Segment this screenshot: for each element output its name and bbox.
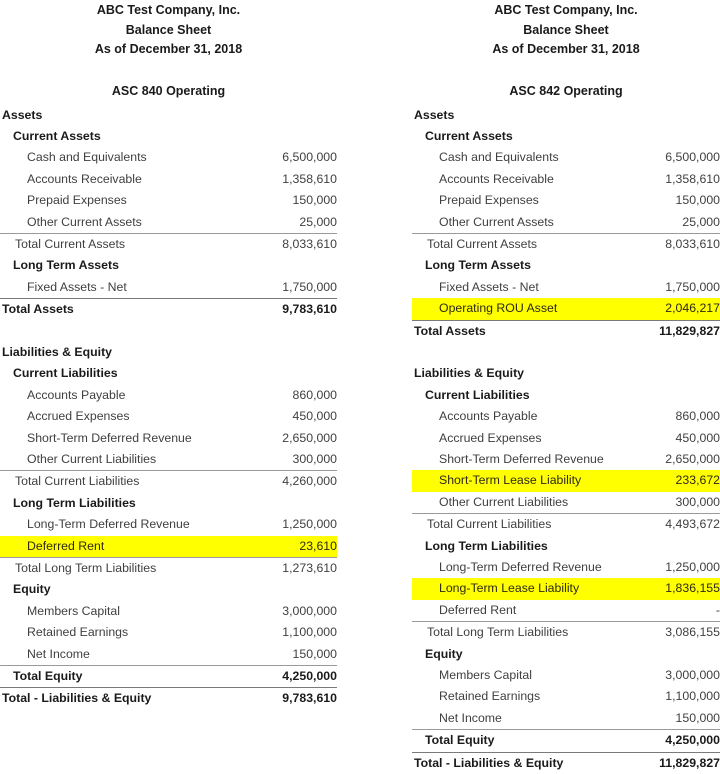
- row-value: 6,500,000: [233, 147, 337, 168]
- row-value: -: [620, 600, 720, 622]
- row-label: Liabilities & Equity: [412, 363, 620, 384]
- row-value: [620, 126, 720, 147]
- accounting-basis-label-right: ASC 842 Operating: [412, 84, 720, 98]
- balance-sheet-row: [412, 470, 720, 491]
- row-value: [233, 255, 337, 276]
- row-value: 3,000,000: [233, 601, 337, 622]
- balance-sheet-row: [412, 492, 720, 514]
- row-value: [620, 385, 720, 406]
- balance-sheet-row: [0, 233, 337, 255]
- balance-sheet-row: [412, 428, 720, 449]
- row-label: Short-Term Deferred Revenue: [0, 428, 233, 449]
- balance-sheet-row: [0, 622, 337, 643]
- row-label: Prepaid Expenses: [412, 190, 620, 211]
- balance-sheet-row: [0, 536, 337, 558]
- balance-sheet-table-right: [412, 105, 720, 774]
- accounting-basis-label-left: ASC 840 Operating: [0, 84, 337, 98]
- row-label: Accrued Expenses: [0, 406, 233, 427]
- balance-sheet-row: [412, 233, 720, 255]
- row-value: 1,358,610: [233, 169, 337, 190]
- section-spacer: [412, 342, 720, 363]
- row-label: Net Income: [412, 708, 620, 730]
- balance-sheet-row: [412, 600, 720, 622]
- row-label: Total - Liabilities & Equity: [0, 688, 233, 710]
- report-as-of-date: As of December 31, 2018: [0, 40, 337, 60]
- balance-sheet-row: [412, 557, 720, 578]
- row-value: 4,493,672: [620, 514, 720, 536]
- row-value: 2,650,000: [620, 449, 720, 470]
- row-value: 1,273,610: [233, 558, 337, 580]
- row-value: 4,250,000: [620, 730, 720, 752]
- row-label: Accounts Receivable: [412, 169, 620, 190]
- balance-sheet-row: [412, 277, 720, 298]
- row-value: 860,000: [233, 385, 337, 406]
- row-label: Current Assets: [412, 126, 620, 147]
- balance-sheet-row: [412, 708, 720, 730]
- row-value: [233, 105, 337, 126]
- balance-sheet-row: [412, 752, 720, 774]
- row-label: Members Capital: [412, 665, 620, 686]
- balance-sheet-row: [412, 644, 720, 665]
- row-value: 1,100,000: [620, 686, 720, 707]
- balance-sheet-row: [0, 688, 337, 710]
- balance-sheet-row: [0, 428, 337, 449]
- row-value: 1,750,000: [620, 277, 720, 298]
- balance-sheet-row: [412, 255, 720, 276]
- row-label: Cash and Equivalents: [0, 147, 233, 168]
- column-gap: [337, 0, 412, 774]
- report-header-right: [412, 0, 720, 60]
- row-value: [233, 493, 337, 514]
- row-label: Cash and Equivalents: [412, 147, 620, 168]
- balance-sheet-row: [412, 126, 720, 147]
- balance-sheet-row: [412, 212, 720, 234]
- row-value: 25,000: [233, 212, 337, 234]
- row-value: 2,650,000: [233, 428, 337, 449]
- row-label: Assets: [412, 105, 620, 126]
- row-value: 300,000: [233, 449, 337, 471]
- report-header-left: [0, 0, 337, 60]
- balance-sheet-row: [412, 622, 720, 644]
- balance-sheet-row: [0, 169, 337, 190]
- balance-sheet-row: [0, 644, 337, 666]
- row-value: 9,783,610: [233, 299, 337, 321]
- row-label: Total Equity: [412, 730, 620, 752]
- balance-sheet-row: [0, 105, 337, 126]
- row-value: [620, 255, 720, 276]
- row-value: 6,500,000: [620, 147, 720, 168]
- balance-sheet-row: [412, 320, 720, 342]
- balance-sheet-row: [412, 385, 720, 406]
- row-label: Total Current Assets: [412, 233, 620, 255]
- row-value: 23,610: [233, 536, 337, 558]
- balance-sheet-row: [412, 363, 720, 384]
- row-label: Long-Term Deferred Revenue: [412, 557, 620, 578]
- row-value: 11,829,827: [620, 320, 720, 342]
- row-label: Other Current Assets: [412, 212, 620, 234]
- balance-sheet-row: [0, 212, 337, 234]
- row-value: 150,000: [620, 708, 720, 730]
- row-value: 450,000: [233, 406, 337, 427]
- balance-sheet-row: [0, 385, 337, 406]
- row-label: Total Current Liabilities: [0, 471, 233, 493]
- balance-sheet-asc840: [0, 0, 337, 774]
- row-label: Total - Liabilities & Equity: [412, 752, 620, 774]
- balance-sheet-row: [412, 665, 720, 686]
- row-label: Retained Earnings: [0, 622, 233, 643]
- balance-sheet-row: [0, 190, 337, 211]
- table-body-left: [0, 105, 337, 710]
- row-label: Long Term Liabilities: [412, 536, 620, 557]
- row-value: 150,000: [233, 190, 337, 211]
- row-value: 1,100,000: [233, 622, 337, 643]
- row-value: 1,836,155: [620, 578, 720, 599]
- balance-sheet-row: [412, 730, 720, 752]
- row-value: 11,829,827: [620, 752, 720, 774]
- balance-sheet-row: [0, 514, 337, 535]
- balance-sheet-row: [412, 406, 720, 427]
- row-value: 860,000: [620, 406, 720, 427]
- row-value: [233, 579, 337, 600]
- balance-sheet-row: [412, 105, 720, 126]
- balance-sheet-row: [0, 666, 337, 688]
- balance-sheet-row: [0, 299, 337, 321]
- row-value: 3,000,000: [620, 665, 720, 686]
- balance-sheet-row: [412, 686, 720, 707]
- row-value: [233, 126, 337, 147]
- balance-sheet-row: [0, 255, 337, 276]
- row-label: Retained Earnings: [412, 686, 620, 707]
- row-value: [620, 536, 720, 557]
- row-value: 8,033,610: [620, 233, 720, 255]
- row-label: Deferred Rent: [0, 536, 233, 558]
- balance-sheet-row: [412, 147, 720, 168]
- row-value: 8,033,610: [233, 233, 337, 255]
- row-value: 300,000: [620, 492, 720, 514]
- row-label: Long Term Assets: [0, 255, 233, 276]
- row-value: 2,046,217: [620, 298, 720, 320]
- report-as-of-date: As of December 31, 2018: [412, 40, 720, 60]
- row-value: 1,358,610: [620, 169, 720, 190]
- row-value: 233,672: [620, 470, 720, 491]
- row-label: Accounts Payable: [412, 406, 620, 427]
- row-value: 450,000: [620, 428, 720, 449]
- row-value: 4,250,000: [233, 666, 337, 688]
- balance-sheet-row: [412, 536, 720, 557]
- row-label: Long Term Liabilities: [0, 493, 233, 514]
- balance-sheet-row: [412, 169, 720, 190]
- row-label: Deferred Rent: [412, 600, 620, 622]
- row-value: 150,000: [620, 190, 720, 211]
- row-label: Current Assets: [0, 126, 233, 147]
- balance-sheet-row: [412, 578, 720, 599]
- row-value: [620, 105, 720, 126]
- row-value: [233, 363, 337, 384]
- row-label: Long-Term Deferred Revenue: [0, 514, 233, 535]
- balance-sheet-row: [412, 190, 720, 211]
- row-label: Total Assets: [412, 320, 620, 342]
- row-label: Total Equity: [0, 666, 233, 688]
- spacer-cell: [412, 342, 720, 363]
- row-label: Accounts Receivable: [0, 169, 233, 190]
- row-label: Long Term Assets: [412, 255, 620, 276]
- row-label: Prepaid Expenses: [0, 190, 233, 211]
- row-value: 150,000: [233, 644, 337, 666]
- row-label: Net Income: [0, 644, 233, 666]
- row-value: 3,086,155: [620, 622, 720, 644]
- balance-sheet-row: [0, 471, 337, 493]
- row-label: Accounts Payable: [0, 385, 233, 406]
- row-label: Fixed Assets - Net: [0, 277, 233, 299]
- row-value: 9,783,610: [233, 688, 337, 710]
- row-label: Short-Term Deferred Revenue: [412, 449, 620, 470]
- balance-sheet-row: [0, 406, 337, 427]
- row-label: Short-Term Lease Liability: [412, 470, 620, 491]
- row-value: [620, 644, 720, 665]
- report-title: Balance Sheet: [412, 21, 720, 41]
- row-label: Operating ROU Asset: [412, 298, 620, 320]
- row-label: Equity: [0, 579, 233, 600]
- balance-sheet-row: [0, 601, 337, 622]
- balance-sheet-row: [0, 147, 337, 168]
- row-label: Other Current Liabilities: [412, 492, 620, 514]
- report-title: Balance Sheet: [0, 21, 337, 41]
- row-label: Other Current Liabilities: [0, 449, 233, 471]
- balance-sheet-row: [0, 342, 337, 363]
- table-body-right: [412, 105, 720, 774]
- row-value: [620, 363, 720, 384]
- balance-sheet-row: [0, 579, 337, 600]
- row-label: Current Liabilities: [0, 363, 233, 384]
- company-name: ABC Test Company, Inc.: [0, 1, 337, 21]
- row-label: Current Liabilities: [412, 385, 620, 406]
- row-label: Liabilities & Equity: [0, 342, 233, 363]
- balance-sheet-table-left: [0, 105, 337, 710]
- balance-sheet-row: [0, 363, 337, 384]
- row-value: 4,260,000: [233, 471, 337, 493]
- row-label: Fixed Assets - Net: [412, 277, 620, 298]
- section-spacer: [0, 321, 337, 342]
- row-value: 1,250,000: [620, 557, 720, 578]
- row-label: Total Current Liabilities: [412, 514, 620, 536]
- balance-sheet-asc842: [412, 0, 720, 774]
- row-label: Members Capital: [0, 601, 233, 622]
- balance-sheet-row: [412, 514, 720, 536]
- company-name: ABC Test Company, Inc.: [412, 1, 720, 21]
- row-label: Total Current Assets: [0, 233, 233, 255]
- row-value: 25,000: [620, 212, 720, 234]
- row-label: Other Current Assets: [0, 212, 233, 234]
- row-label: Total Assets: [0, 299, 233, 321]
- row-value: 1,750,000: [233, 277, 337, 299]
- row-value: 1,250,000: [233, 514, 337, 535]
- balance-sheet-row: [0, 126, 337, 147]
- balance-sheet-row: [412, 298, 720, 320]
- row-label: Total Long Term Liabilities: [0, 558, 233, 580]
- spacer-cell: [0, 321, 337, 342]
- balance-sheet-row: [0, 449, 337, 471]
- row-label: Assets: [0, 105, 233, 126]
- row-label: Equity: [412, 644, 620, 665]
- row-label: Accrued Expenses: [412, 428, 620, 449]
- row-label: Total Long Term Liabilities: [412, 622, 620, 644]
- balance-sheet-row: [0, 277, 337, 299]
- row-value: [233, 342, 337, 363]
- balance-sheet-row: [0, 558, 337, 580]
- row-label: Long-Term Lease Liability: [412, 578, 620, 599]
- balance-sheet-row: [0, 493, 337, 514]
- balance-sheet-row: [412, 449, 720, 470]
